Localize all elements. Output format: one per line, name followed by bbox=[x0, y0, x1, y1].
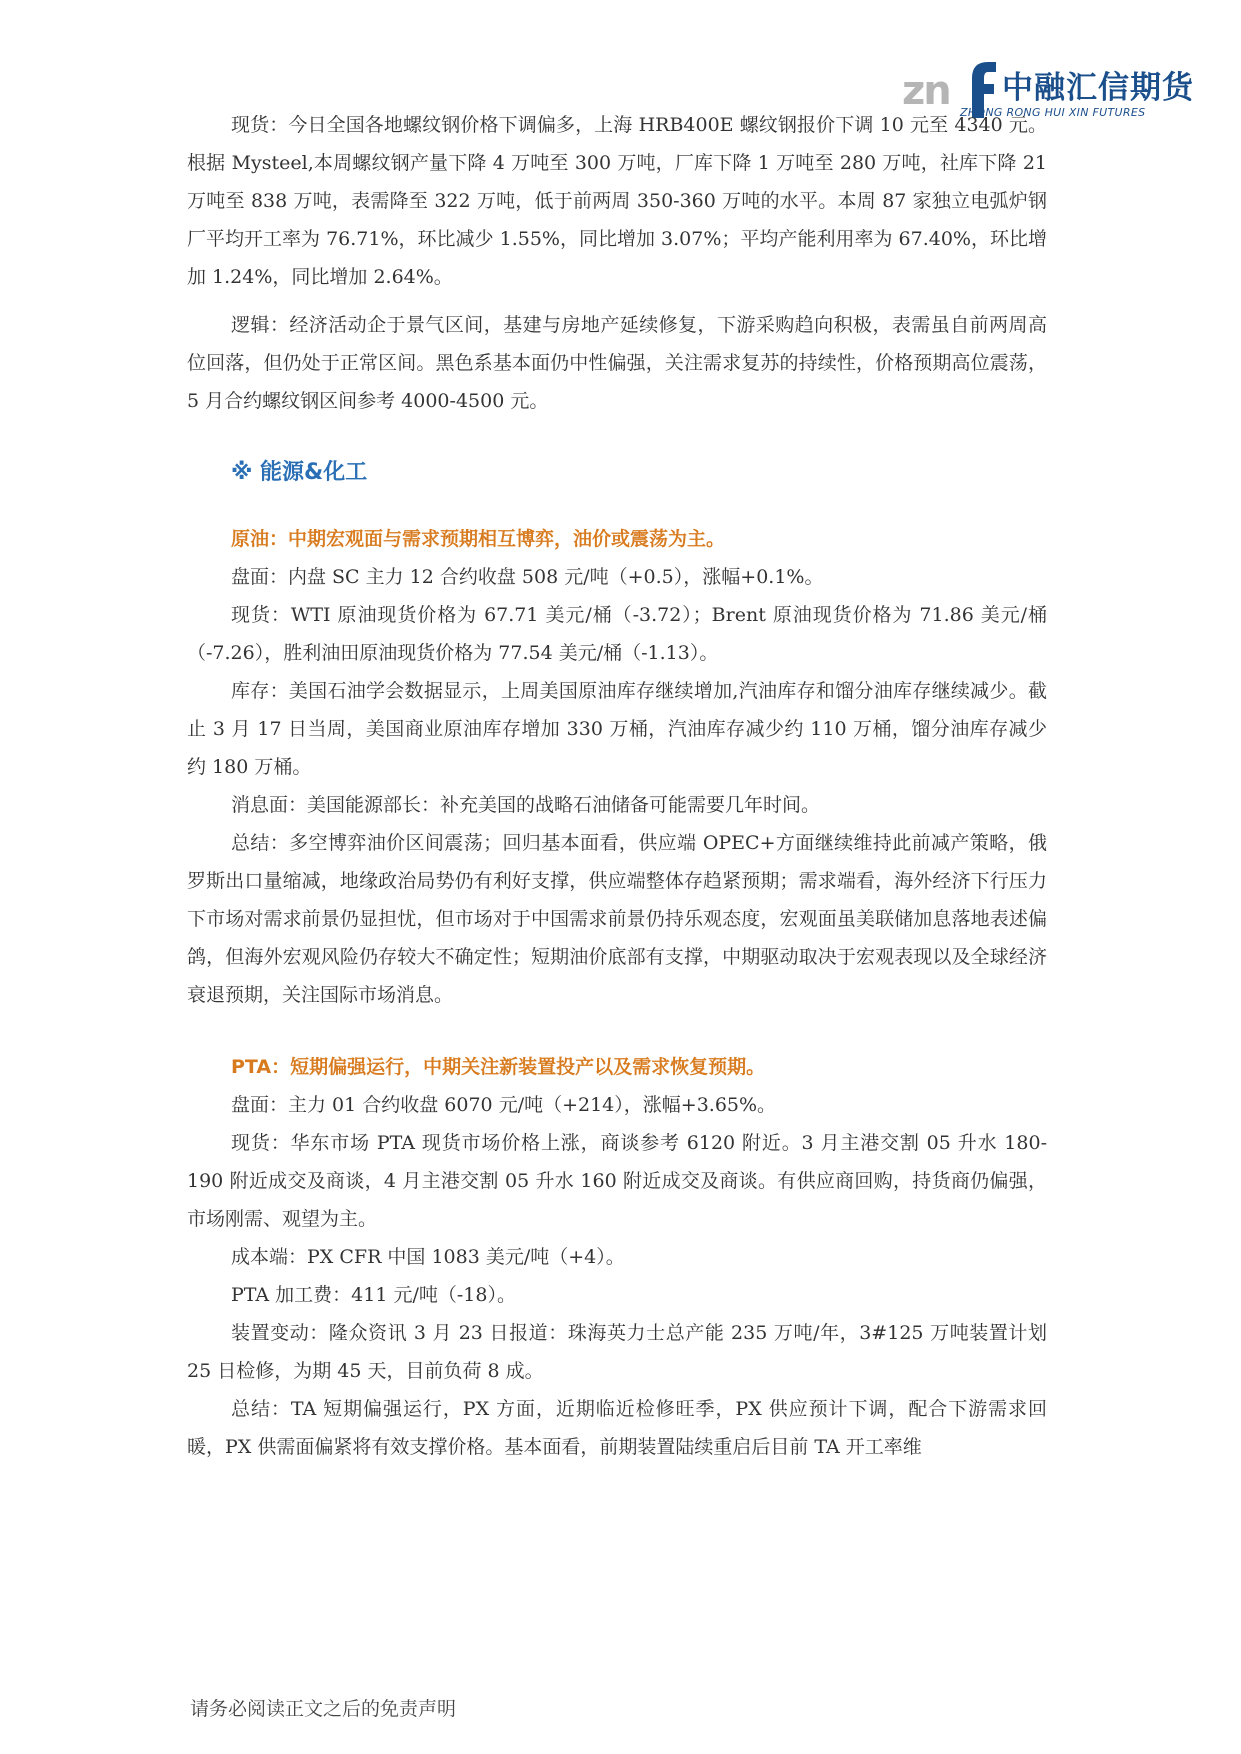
section-heading-energy-chemical: ※ 能源&化工 bbox=[231, 460, 368, 485]
pta-processing-fee-paragraph: PTA 加工费：411 元/吨（-18）。 bbox=[231, 1284, 516, 1306]
crude-inventory-paragraph: 库存：美国石油学会数据显示，上周美国原油库存继续增加,汽油库存和馏分油库存继续减少。截止 3 月 17 日当周，美国商业原油库存增加 330 万桶，汽油库存减少约 110 万桶，馏分油库存减少约 180 万桶。 bbox=[187, 680, 1047, 778]
logo-name-cn: 中融汇信期货 bbox=[1002, 70, 1194, 106]
crude-news-paragraph: 消息面：美国能源部长：补充美国的战略石油储备可能需要几年时间。 bbox=[231, 794, 821, 816]
pta-spot-paragraph: 现货：华东市场 PTA 现货市场价格上涨，商谈参考 6120 附近。3 月主港交割 05 升水 180-190 附近成交及商谈，4 月主港交割 05 升水 160 附近成交及商谈。有供应商回购，持货商仍偏强，市场刚需、观望为主。 bbox=[187, 1132, 1047, 1230]
pta-heading: PTA：短期偏强运行，中期关注新装置投产以及需求恢复预期。 bbox=[231, 1056, 766, 1078]
footer-disclaimer: 请务必阅读正文之后的免责声明 bbox=[190, 1698, 457, 1720]
crude-market-paragraph: 盘面：内盘 SC 主力 12 合约收盘 508 元/吨（+0.5），涨幅+0.1%。 bbox=[231, 566, 824, 588]
document-body bbox=[187, 106, 1047, 1466]
crude-heading: 原油：中期宏观面与需求预期相互博弈，油价或震荡为主。 bbox=[231, 528, 726, 550]
crude-summary-paragraph: 总结：多空博弈油价区间震荡；回归基本面看，供应端 OPEC+方面继续维持此前减产策略，俄罗斯出口量缩减，地缘政治局势仍有利好支撑，供应端整体存趋紧预期；需求端看，海外经济下行压力下市场对需求前景仍显担忧，但市场对于中国需求前景仍持乐观态度，宏观面虽美联储加息落地表述偏鸽，但海外宏观风险仍存较大不确定性；短期油价底部有支撑，中期驱动取决于宏观表现以及全球经济衰退预期，关注国际市场消息。 bbox=[187, 832, 1047, 1006]
pta-cost-paragraph: 成本端：PX CFR 中国 1083 美元/吨（+4）。 bbox=[231, 1246, 625, 1268]
steel-spot-paragraph: 现货：今日全国各地螺纹钢价格下调偏多，上海 HRB400E 螺纹钢报价下调 10 元至 4340 元。根据 Mysteel,本周螺纹钢产量下降 4 万吨至 300 万吨，厂库下降 1 万吨至 280 万吨，社库下降 21 万吨至 838 万吨，表需降至 322 万吨，低于前两周 350-360 万吨的水平。本周 87 家独立电弧炉钢厂平均开工率为 76.71%，环比减少 1.55%，同比增加 3.07%；平均产能利用率为 67.40%，环比增加 1.24%，同比增加 2.64%。 bbox=[187, 114, 1047, 288]
svg-text:zn: zn bbox=[902, 68, 950, 114]
pta-summary-paragraph: 总结：TA 短期偏强运行，PX 方面，近期临近检修旺季，PX 供应预计下调，配合下游需求回暖，PX 供需面偏紧将有效支撑价格。基本面看，前期装置陆续重启后目前 TA 开工率维 bbox=[187, 1398, 1047, 1458]
logo-name-en: ZHONG RONG HUI XIN FUTURES bbox=[960, 106, 1146, 119]
crude-spot-paragraph: 现货：WTI 原油现货价格为 67.71 美元/桶（-3.72）；Brent 原油现货价格为 71.86 美元/桶（-7.26），胜利油田原油现货价格为 77.54 美元/桶（-1.13）。 bbox=[187, 604, 1047, 664]
pta-device-paragraph: 装置变动：隆众资讯 3 月 23 日报道：珠海英力士总产能 235 万吨/年，3#125 万吨装置计划 25 日检修，为期 45 天，目前负荷 8 成。 bbox=[187, 1322, 1047, 1382]
steel-logic-paragraph: 逻辑：经济活动企于景气区间，基建与房地产延续修复，下游采购趋向积极，表需虽自前两周高位回落，但仍处于正常区间。黑色系基本面仍中性偏强，关注需求复苏的持续性，价格预期高位震荡，5 月合约螺纹钢区间参考 4000-4500 元。 bbox=[187, 314, 1047, 412]
pta-market-paragraph: 盘面：主力 01 合约收盘 6070 元/吨（+214），涨幅+3.65%。 bbox=[231, 1094, 777, 1116]
